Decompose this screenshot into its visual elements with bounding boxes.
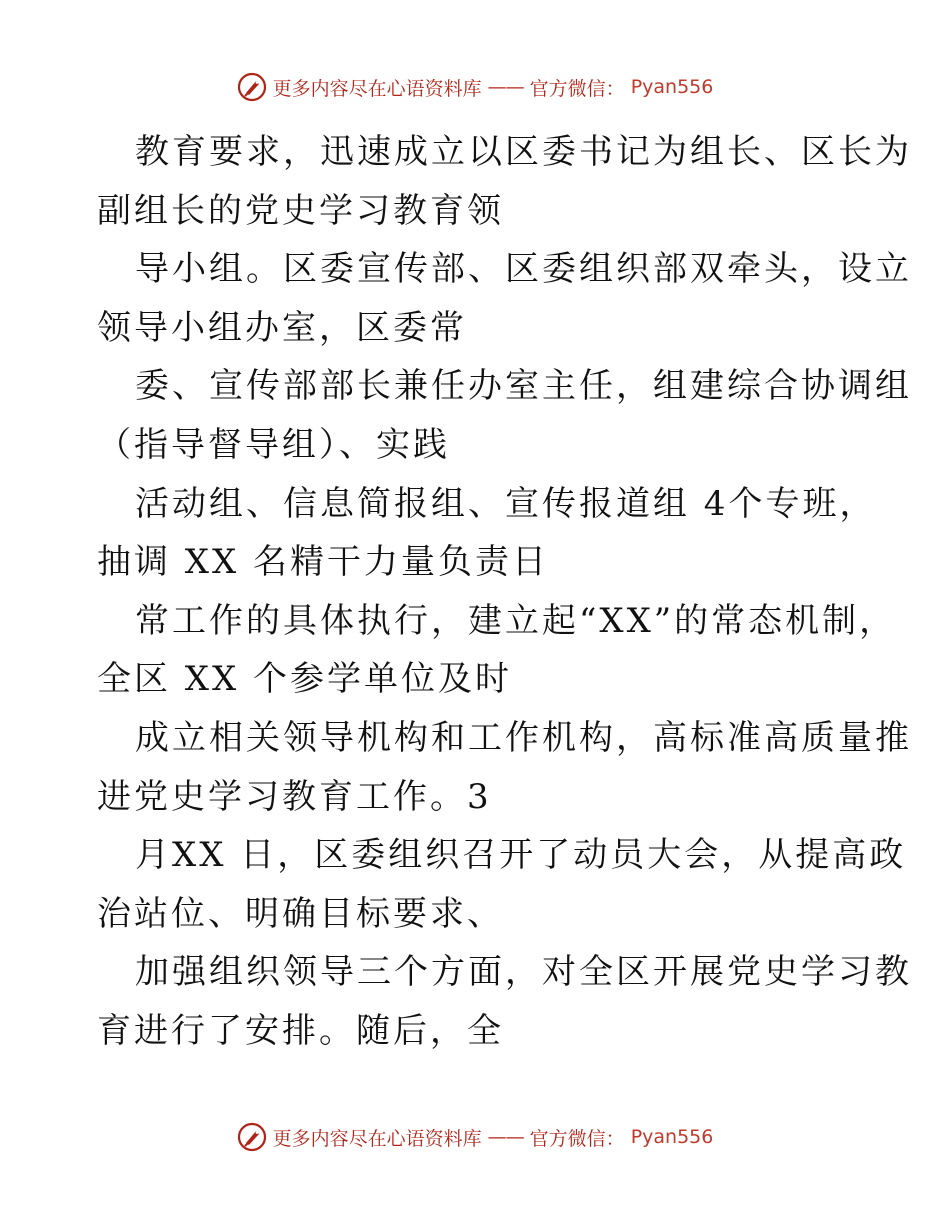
- header-banner: [0, 72, 950, 102]
- pen-nib-logo-icon: [237, 1122, 267, 1152]
- paragraph-line: 活动组、信息简报组、宣传报道组 4个专班，: [135, 483, 877, 524]
- paragraph-line: 育进行了安排。随后，全: [97, 1010, 504, 1051]
- paragraph-line: 进党史学习教育工作。3: [97, 776, 492, 817]
- paragraph-line: （指导督导组）、实践: [97, 424, 450, 465]
- wechat-id: Pyan556: [630, 76, 714, 98]
- paragraph-line: 全区 XX 个参学单位及时: [97, 659, 513, 700]
- paragraph-line: 月XX 日，区委组织召开了动员大会，从提高政: [135, 835, 907, 876]
- paragraph-line: 加强组织领导三个方面，对全区开展党史学习教: [135, 952, 912, 993]
- separator: ——: [487, 1126, 524, 1148]
- paragraph-line: 委、宣传部部长兼任办室主任，组建综合协调组: [135, 366, 912, 407]
- paragraph-line: 治站位、明确目标要求、: [97, 893, 504, 934]
- paragraph-line: 领导小组办室，区委常: [97, 307, 467, 348]
- paragraph-line: 常工作的具体执行，建立起“XX”的常态机制，: [135, 600, 897, 641]
- wechat-label: 官方微信：: [529, 1127, 625, 1150]
- paragraph-line: 导小组。区委宣传部、区委组织部双牵头，设立: [135, 249, 912, 290]
- wechat-label: 官方微信：: [529, 77, 625, 100]
- paragraph-line: 成立相关领导机构和工作机构，高标准高质量推: [135, 717, 912, 758]
- separator: ——: [487, 76, 524, 98]
- site-text: 更多内容尽在心语资料库: [272, 77, 482, 100]
- paragraph-line: 教育要求，迅速成立以区委书记为组长、区长为: [135, 132, 912, 172]
- document-body: [97, 123, 912, 1061]
- pen-nib-logo-icon: [237, 72, 267, 102]
- footer-banner: [0, 1122, 950, 1152]
- paragraph-line: 副组长的党史学习教育领: [97, 190, 504, 231]
- wechat-id: Pyan556: [630, 1126, 714, 1148]
- paragraph-line: 抽调 XX 名精干力量负责日: [97, 542, 550, 583]
- site-text: 更多内容尽在心语资料库: [272, 1127, 482, 1150]
